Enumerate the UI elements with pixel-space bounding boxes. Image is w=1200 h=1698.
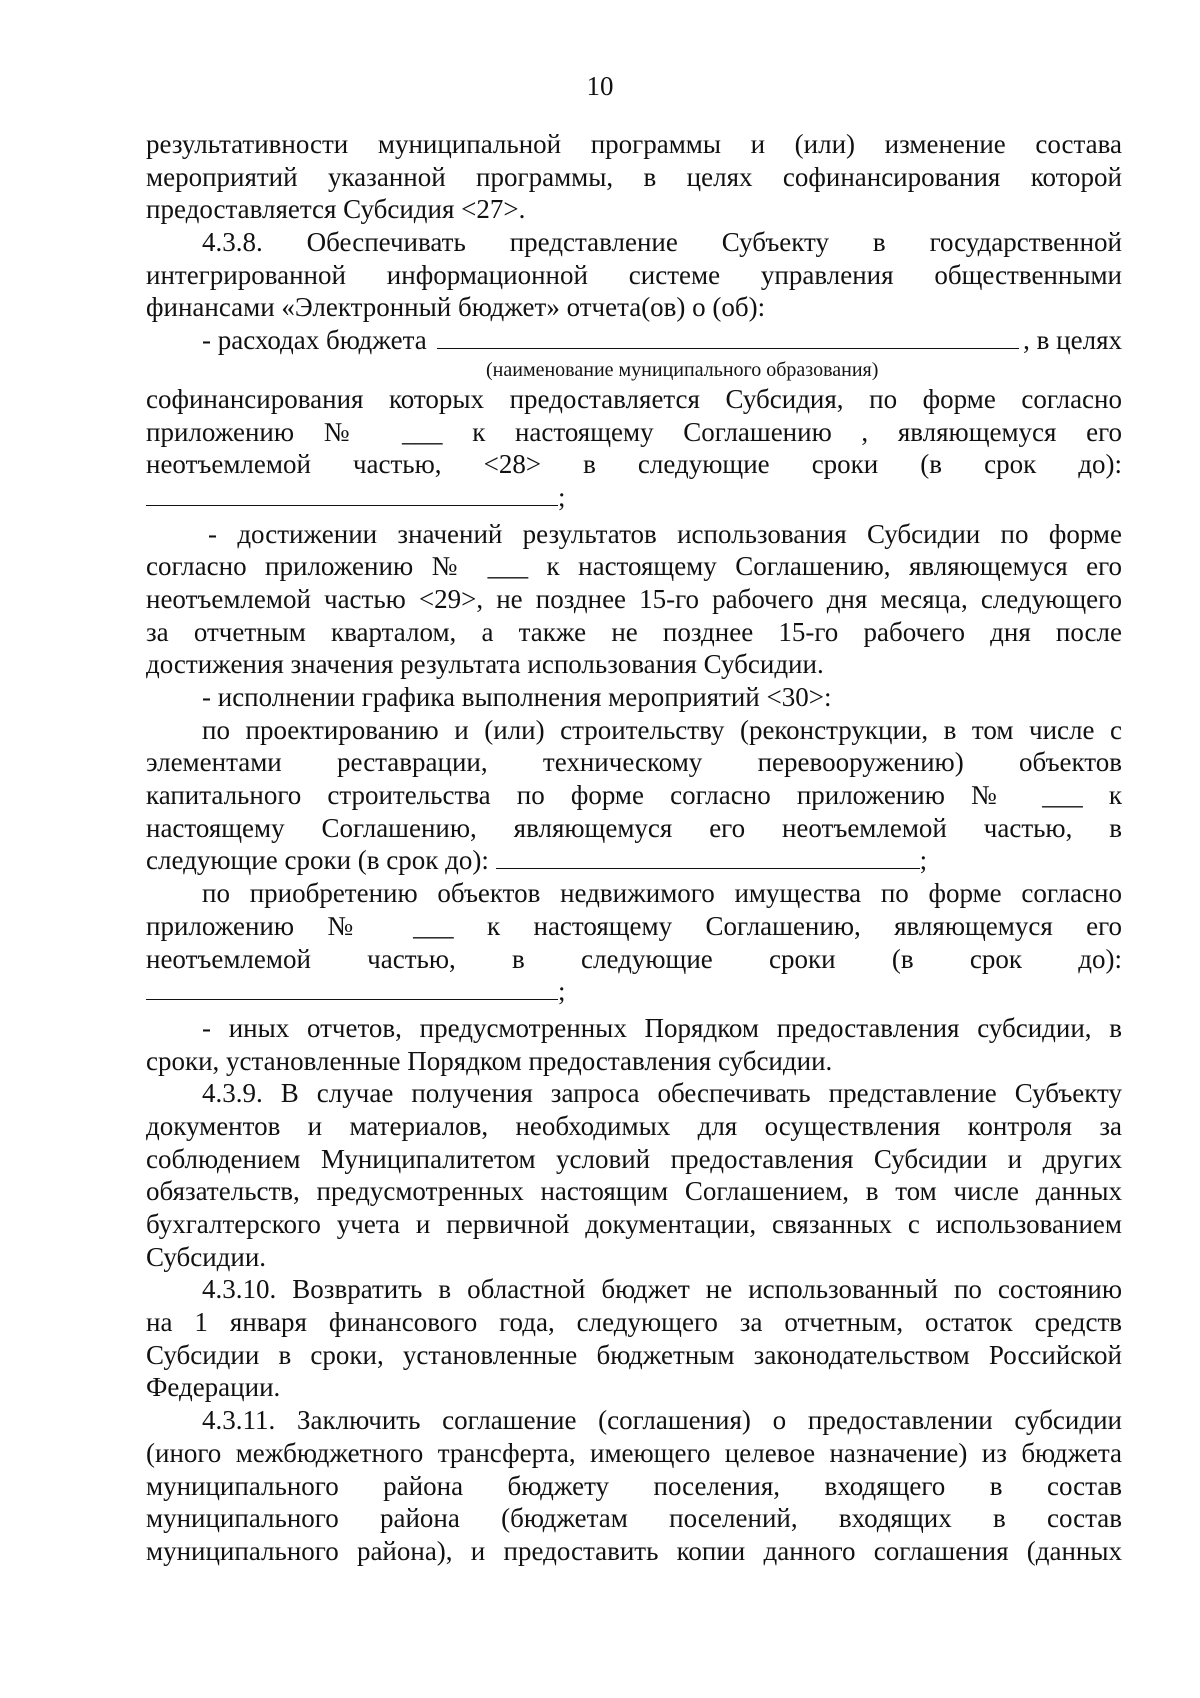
text-line: муниципального района бюджету поселения, входящего в состав (146, 1470, 1122, 1501)
text-line: предоставляется Субсидия <27>. (146, 194, 526, 225)
fill-in-blank (146, 975, 558, 1000)
text-line: неотъемлемой частью <29>, не позднее 15-го рабочего дня месяца, следующего (146, 583, 1122, 614)
text-line: сроки, установленные Порядком предоставления субсидии. (146, 1045, 833, 1076)
budget-expenses-line (146, 324, 1122, 357)
text-line: на 1 января финансового года, следующего за отчетным, остаток средств (146, 1307, 1122, 1338)
text-line: согласно приложению № ___ к настоящему Соглашению, являющемуся его (146, 551, 1122, 582)
clause-4-3-11: 4.3.11. Заключить соглашение (соглашения) о предоставлении субсидии (202, 1405, 1122, 1436)
blank-line (146, 481, 1122, 514)
clause-4-3-9: 4.3.9. В случае получения запроса обеспечивать представление Субъекту (202, 1078, 1122, 1109)
text-line: неотъемлемой частью, <28> в следующие сроки (в срок до): (146, 449, 1122, 480)
fill-in-blank (496, 844, 920, 869)
text-line: бухгалтерского учета и первичной документации, связанных с использованием (146, 1209, 1122, 1239)
text-line: софинансирования которых предоставляется Субсидия, по форме согласно (146, 383, 1122, 414)
fill-in-blank (437, 324, 1019, 349)
text-line: капитального строительства по форме согласно приложению № ___ к (146, 780, 1122, 811)
text-line: мероприятий указанной программы, в целях софинансирования которой (146, 161, 1122, 192)
text-line: Субсидии в сроки, установленные бюджетным законодательством Российской (146, 1339, 1122, 1370)
field-caption: (наименование муниципального образования) (486, 358, 879, 381)
text-fragment: - расходах бюджета (202, 325, 427, 356)
text-line: муниципального района (бюджетам поселений, входящих в состав (146, 1503, 1122, 1534)
text-line: (иного межбюджетного трансферта, имеющего целевое назначение) из бюджета (146, 1437, 1122, 1468)
text-fragment: ; (558, 976, 566, 1007)
text-line: - иных отчетов, предусмотренных Порядком предоставления субсидии, в (202, 1012, 1122, 1043)
text-line: достижения значения результата использования Субсидии. (146, 649, 824, 680)
page-number: 10 (586, 71, 614, 101)
clause-4-3-8: 4.3.8. Обеспечивать представление Субъекту в государственной (202, 227, 1122, 258)
deadline-line (146, 844, 1122, 877)
text-line: элементами реставрации, техническому перевооружению) объектов (146, 747, 1122, 778)
text-line: - исполнении графика выполнения мероприятий <30>: (202, 682, 832, 712)
text-line: Субсидии. (146, 1241, 267, 1272)
text-line: муниципального района), и предоставить копии данного соглашения (данных (146, 1535, 1122, 1566)
fill-in-blank (146, 481, 558, 506)
blank-line (146, 975, 1122, 1008)
text-line: по проектированию и (или) строительству (реконструкции, в том числе с (202, 714, 1122, 745)
text-line: интегрированной информационной системе управления общественными (146, 259, 1122, 290)
text-line: по приобретению объектов недвижимого имущества по форме согласно (202, 878, 1122, 909)
text-line: документов и материалов, необходимых для осуществления контроля за (146, 1110, 1122, 1141)
text-fragment: , в целях (1023, 325, 1122, 356)
text-fragment: ; (919, 845, 928, 876)
text-fragment: следующие сроки (в срок до): (146, 845, 489, 876)
text-line: финансами «Электронный бюджет» отчета(ов) о (об): (146, 292, 766, 323)
text-line: настоящему Соглашению, являющемуся его неотъемлемой частью, в (146, 812, 1122, 843)
text-line: неотъемлемой частью, в следующие сроки (в срок до): (146, 943, 1122, 974)
clause-4-3-10: 4.3.10. Возвратить в областной бюджет не использованный по состоянию (202, 1274, 1122, 1305)
text-line: приложению № ___ к настоящему Соглашению , являющемуся его (146, 416, 1122, 447)
text-line: приложению № ___ к настоящему Соглашению, являющемуся его (146, 910, 1122, 941)
text-line: за отчетным кварталом, а также не позднее 15-го рабочего дня после (146, 616, 1122, 647)
text-line: обязательств, предусмотренных настоящим Соглашением, в том числе данных (146, 1176, 1122, 1207)
text-line: результативности муниципальной программы и (или) изменение состава (146, 129, 1122, 159)
text-fragment: ; (558, 481, 566, 512)
text-line: Федерации. (146, 1372, 281, 1403)
document-body (146, 128, 1122, 1568)
text-line: - достижении значений результатов использования Субсидии по форме (208, 518, 1122, 549)
text-line: соблюдением Муниципалитетом условий предоставления Субсидии и других (146, 1143, 1122, 1174)
